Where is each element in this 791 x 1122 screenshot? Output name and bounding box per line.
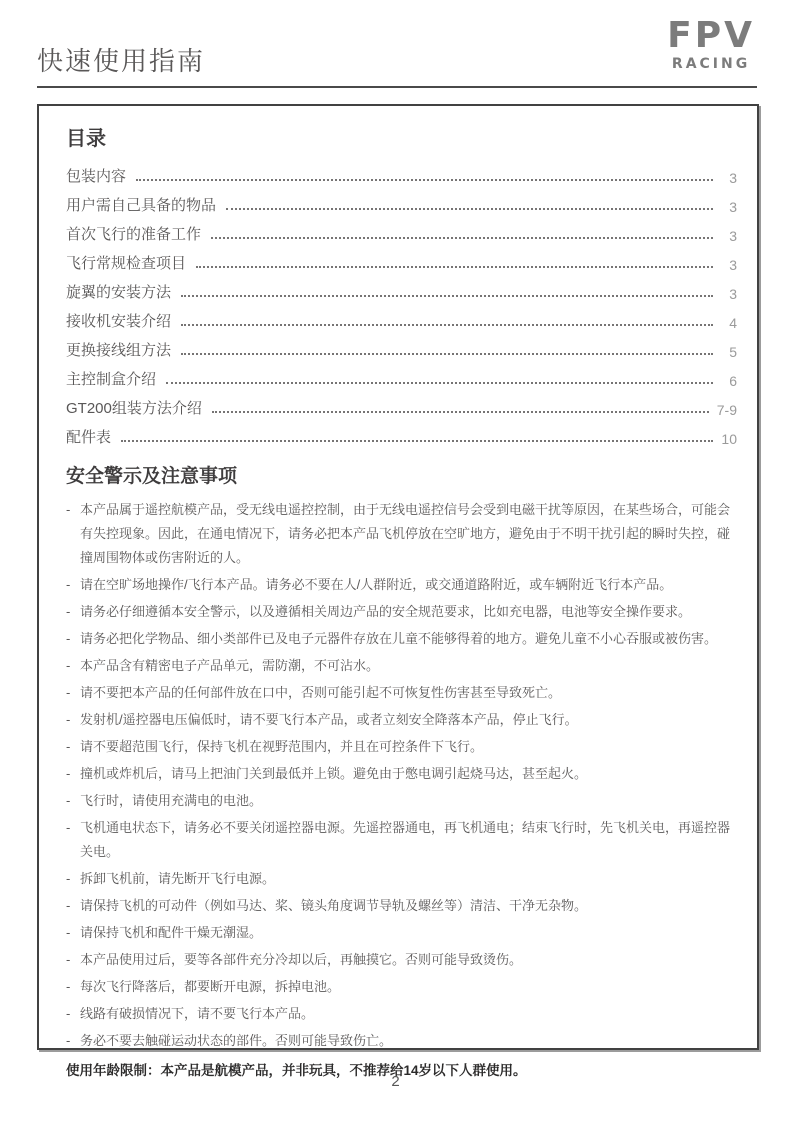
bullet-dash-icon: -: [66, 925, 71, 940]
toc-item: [66, 333, 737, 362]
safety-item: [66, 948, 737, 972]
toc-item-page: 3: [729, 170, 737, 186]
safety-item: [66, 627, 737, 651]
toc-item: [66, 275, 737, 304]
toc-item-label: 首次飞行的准备工作: [66, 226, 202, 243]
safety-item: [66, 1002, 737, 1026]
safety-item-text: 请保持飞机的可动件（例如马达、桨、镜头角度调节导轨及螺丝等）清洁、干净无杂物。: [80, 898, 588, 913]
bullet-dash-icon: -: [66, 766, 71, 781]
safety-item: [66, 498, 737, 570]
page-title: 快速使用指南: [37, 46, 206, 76]
toc-item: [66, 304, 737, 333]
toc-item: [66, 159, 737, 188]
safety-item: [66, 921, 737, 945]
toc-item-label: GT200组装方法介绍: [66, 400, 202, 417]
bullet-dash-icon: -: [66, 604, 71, 619]
toc-item-page: 3: [729, 286, 737, 302]
safety-item-text: 本产品含有精密电子产品单元，需防潮，不可沾水。: [80, 658, 380, 673]
safety-item: [66, 894, 737, 918]
bullet-dash-icon: -: [66, 979, 71, 994]
toc-item-page: 5: [729, 344, 737, 360]
toc-item-page: 3: [729, 199, 737, 215]
toc-dot-leader: [181, 324, 713, 326]
logo-racing-text: RACING: [671, 56, 751, 72]
header-divider: [37, 86, 757, 88]
safety-item: [66, 789, 737, 813]
safety-item: [66, 654, 737, 678]
safety-item: [66, 867, 737, 891]
bullet-dash-icon: -: [66, 712, 71, 727]
toc-dot-leader: [212, 411, 709, 413]
content-box: [37, 104, 759, 1078]
safety-item: [66, 1029, 737, 1053]
bullet-dash-icon: -: [66, 1033, 71, 1048]
bullet-dash-icon: -: [66, 658, 71, 673]
fpv-racing-logo: [667, 15, 755, 72]
toc-item-label: 配件表: [66, 429, 112, 446]
safety-item-text: 请务必仔细遵循本安全警示，以及遵循相关周边产品的安全规范要求，比如充电器，电池等安全操作要求。: [80, 604, 692, 619]
safety-item-text: 飞行时，请使用充满电的电池。: [80, 793, 263, 808]
safety-item: [66, 573, 737, 597]
toc-item-page: 3: [729, 228, 737, 244]
logo-fpv-text: FPV: [667, 15, 755, 56]
bullet-dash-icon: -: [66, 793, 71, 808]
safety-item-text: 撞机或炸机后，请马上把油门关到最低并上锁。避免由于憋电调引起烧马达，甚至起火。: [80, 766, 588, 781]
safety-item-text: 本产品属于遥控航模产品，受无线电遥控控制，由于无线电遥控信号会受到电磁干扰等原因，在某些场合，可能会有失控现象。因此，在通电情况下，请务必把本产品飞机停放在空旷地方，避免由于不明干扰引起的瞬时失控，碰撞周围物体或伤害附近的人。: [80, 502, 731, 565]
bullet-dash-icon: -: [66, 685, 71, 700]
toc-dot-leader: [211, 237, 713, 239]
safety-item: [66, 762, 737, 786]
safety-item-text: 每次飞行降落后，都要断开电源，拆掉电池。: [80, 979, 341, 994]
safety-item: [66, 708, 737, 732]
toc-item: [66, 217, 737, 246]
safety-item: [66, 975, 737, 999]
toc-dot-leader: [181, 295, 713, 297]
toc-item-label: 更换接线组方法: [66, 342, 172, 359]
bullet-dash-icon: -: [66, 739, 71, 754]
safety-item-text: 飞机通电状态下，请务必不要关闭遥控器电源。先遥控器通电，再飞机通电；结束飞行时，先飞机关电，再遥控器关电。: [80, 820, 731, 859]
safety-item-text: 请保持飞机和配件干燥无潮湿。: [80, 925, 263, 940]
safety-item: [66, 816, 737, 864]
safety-item: [66, 735, 737, 759]
safety-item: [66, 600, 737, 624]
toc-item-page: 6: [729, 373, 737, 389]
toc-item-label: 主控制盒介绍: [66, 371, 157, 388]
toc-dot-leader: [196, 266, 713, 268]
header: [37, 0, 757, 86]
toc-dot-leader: [121, 440, 713, 442]
bullet-dash-icon: -: [66, 631, 71, 646]
safety-item: [66, 681, 737, 705]
toc-heading: 目录: [66, 128, 106, 150]
safety-item-text: 务必不要去触碰运动状态的部件。否则可能导致伤亡。: [80, 1033, 393, 1048]
toc-item: [66, 246, 737, 275]
bullet-dash-icon: -: [66, 502, 71, 517]
safety-heading: 安全警示及注意事项: [66, 466, 238, 487]
toc-item-label: 包装内容: [66, 168, 127, 185]
toc-item-page: 7-9: [716, 402, 737, 418]
age-restriction-note: 使用年龄限制：本产品是航模产品，并非玩具，不推荐给14岁以下人群使用。: [66, 1063, 527, 1078]
safety-item-text: 请在空旷场地操作/飞行本产品。请务必不要在人/人群附近，或交通道路附近，或车辆附近飞行本产品。: [80, 577, 673, 592]
toc-item-page: 10: [721, 431, 737, 447]
safety-item-text: 请不要超范围飞行，保持飞机在视野范围内，并且在可控条件下飞行。: [80, 739, 484, 754]
bullet-dash-icon: -: [66, 820, 71, 835]
toc-item-label: 接收机安装介绍: [66, 313, 172, 330]
bullet-dash-icon: -: [66, 871, 71, 886]
toc-item-label: 用户需自己具备的物品: [66, 197, 217, 214]
safety-item-text: 发射机/遥控器电压偏低时，请不要飞行本产品，或者立刻安全降落本产品，停止飞行。: [80, 712, 578, 727]
safety-item-text: 请不要把本产品的任何部件放在口中，否则可能引起不可恢复性伤害甚至导致死亡。: [80, 685, 562, 700]
toc-item: [66, 188, 737, 217]
toc-item-page: 3: [729, 257, 737, 273]
safety-list: [66, 498, 737, 1053]
toc-item-page: 4: [729, 315, 737, 331]
toc-dot-leader: [226, 208, 713, 210]
toc-item-label: 旋翼的安装方法: [66, 284, 172, 301]
bullet-dash-icon: -: [66, 898, 71, 913]
bullet-dash-icon: -: [66, 1006, 71, 1021]
toc-item-label: 飞行常规检查项目: [66, 255, 187, 272]
bullet-dash-icon: -: [66, 952, 71, 967]
toc-item: [66, 391, 737, 420]
page-number: 2: [391, 1073, 400, 1090]
toc-dot-leader: [136, 179, 713, 181]
toc-item: [66, 420, 737, 449]
safety-item-text: 拆卸飞机前，请先断开飞行电源。: [80, 871, 276, 886]
safety-item-text: 线路有破损情况下，请不要飞行本产品。: [80, 1006, 315, 1021]
bullet-dash-icon: -: [66, 577, 71, 592]
toc-item: [66, 362, 737, 391]
toc-list: [66, 159, 737, 449]
toc-dot-leader: [181, 353, 713, 355]
toc-dot-leader: [166, 382, 713, 384]
safety-item-text: 本产品使用过后，要等各部件充分冷却以后，再触摸它。否则可能导致烫伤。: [80, 952, 523, 967]
safety-item-text: 请务必把化学物品、细小类部件已及电子元器件存放在儿童不能够得着的地方。避免儿童不小心吞服或被伤害。: [80, 631, 718, 646]
